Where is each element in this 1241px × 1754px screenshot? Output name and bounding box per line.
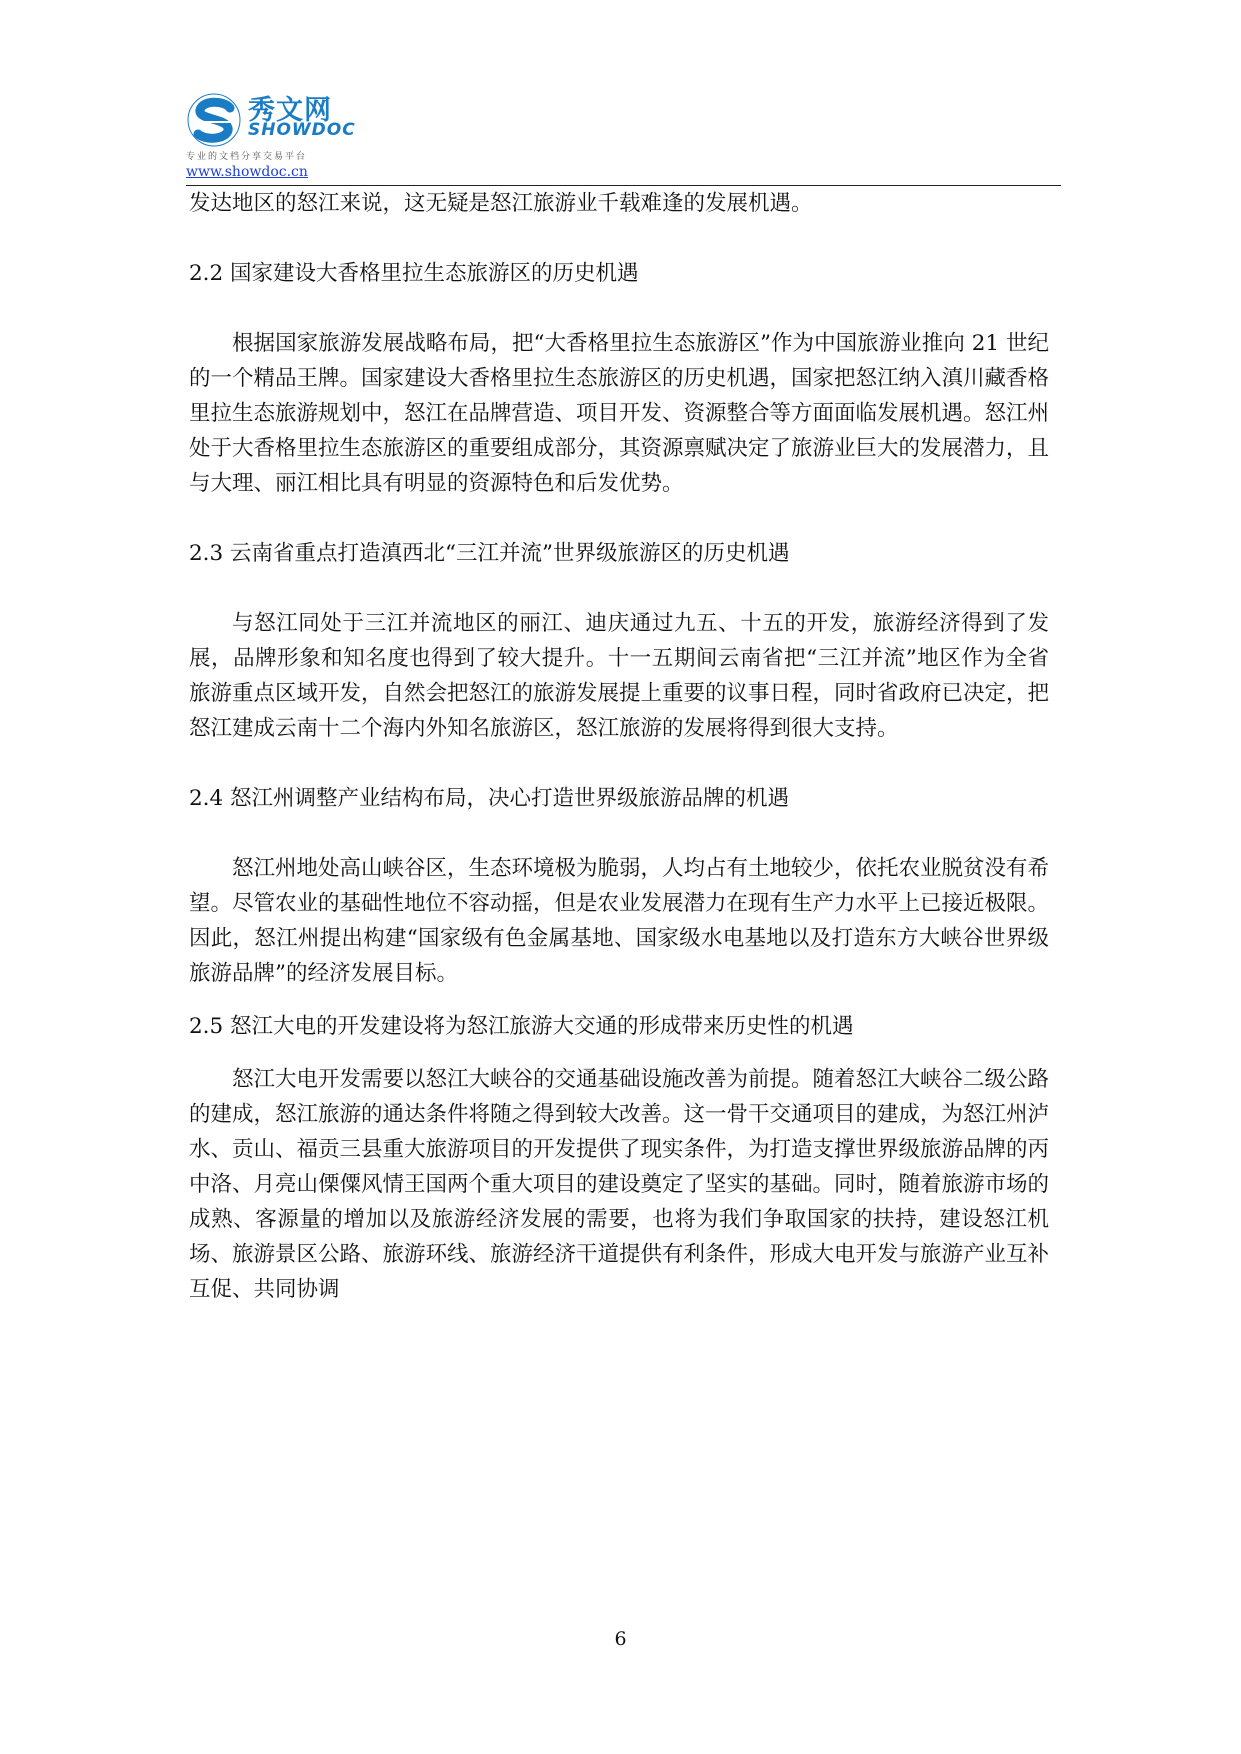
site-link[interactable]: www.showdoc.cn (186, 164, 308, 180)
section-heading-2-2: 2.2 国家建设大香格里拉生态旅游区的历史机遇 (189, 261, 639, 286)
paragraph-2-4: 怒江州地处高山峡谷区，生态环境极为脆弱，人均占有土地较少，依托农业脱贫没有希望。尽管农业的基础性地位不容动摇，但是农业发展潜力在现有生产力水平上已接近极限。因此，怒江州提出构建“国家级有色金属基地、国家级水电基地以及打造东方大峡谷世界级旅游品牌”的经济发展目标。 (189, 856, 1050, 986)
section-heading-2-3: 2.3 云南省重点打造滇西北“三江并流”世界级旅游区的历史机遇 (189, 541, 790, 566)
logo-chinese-name: 秀文网 (248, 95, 332, 126)
page-header (186, 88, 1061, 184)
showdoc-logo (186, 88, 386, 168)
section-heading-2-5: 2.5 怒江大电的开发建设将为怒江旅游大交通的形成带来历史性的机遇 (189, 1014, 854, 1039)
paragraph-2-3: 与怒江同处于三江并流地区的丽江、迪庆通过九五、十五的开发，旅游经济得到了发展，品牌形象和知名度也得到了较大提升。十一五期间云南省把“三江并流”地区作为全省旅游重点区域开发，自然会把怒江的旅游发展提上重要的议事日程，同时省政府已决定，把怒江建成云南十二个海内外知名旅游区，怒江旅游的发展将得到很大支持。 (189, 611, 1050, 741)
paragraph-continued: 发达地区的怒江来说，这无疑是怒江旅游业千载难逢的发展机遇。 (189, 191, 813, 216)
paragraph-2-5: 怒江大电开发需要以怒江大峡谷的交通基础设施改善为前提。随着怒江大峡谷二级公路的建成，怒江旅游的通达条件将随之得到较大改善。这一骨干交通项目的建成，为怒江州泸水、贡山、福贡三县重大旅游项目的开发提供了现实条件，为打造支撑世界级旅游品牌的丙中洛、月亮山傈僳风情王国两个重大项目的建设奠定了坚实的基础。同时，随着旅游市场的成熟、客源量的增加以及旅游经济发展的需要，也将为我们争取国家的扶持，建设怒江机场、旅游景区公路、旅游环线、旅游经济干道提供有利条件，形成大电开发与旅游产业互补互促、共同协调 (189, 1067, 1050, 1302)
section-heading-2-4: 2.4 怒江州调整产业结构布局，决心打造世界级旅游品牌的机遇 (189, 786, 790, 811)
document-body (189, 186, 1049, 1307)
logo-tagline: 专业的文档分享交易平台 (186, 152, 308, 162)
logo-s-icon (186, 92, 242, 148)
page-number: 6 (614, 1628, 627, 1650)
logo-english-name: SHOWDOC (248, 120, 356, 140)
paragraph-2-2: 根据国家旅游发展战略布局，把“大香格里拉生态旅游区”作为中国旅游业推向 21 世纪的一个精品王牌。国家建设大香格里拉生态旅游区的历史机遇，国家把怒江纳入滇川藏香格里拉生态旅游规划中，怒江在品牌营造、项目开发、资源整合等方面面临发展机遇。怒江州处于大香格里拉生态旅游区的重要组成部分，其资源禀赋决定了旅游业巨大的发展潜力，且与大理、丽江相比具有明显的资源特色和后发优势。 (189, 331, 1050, 496)
